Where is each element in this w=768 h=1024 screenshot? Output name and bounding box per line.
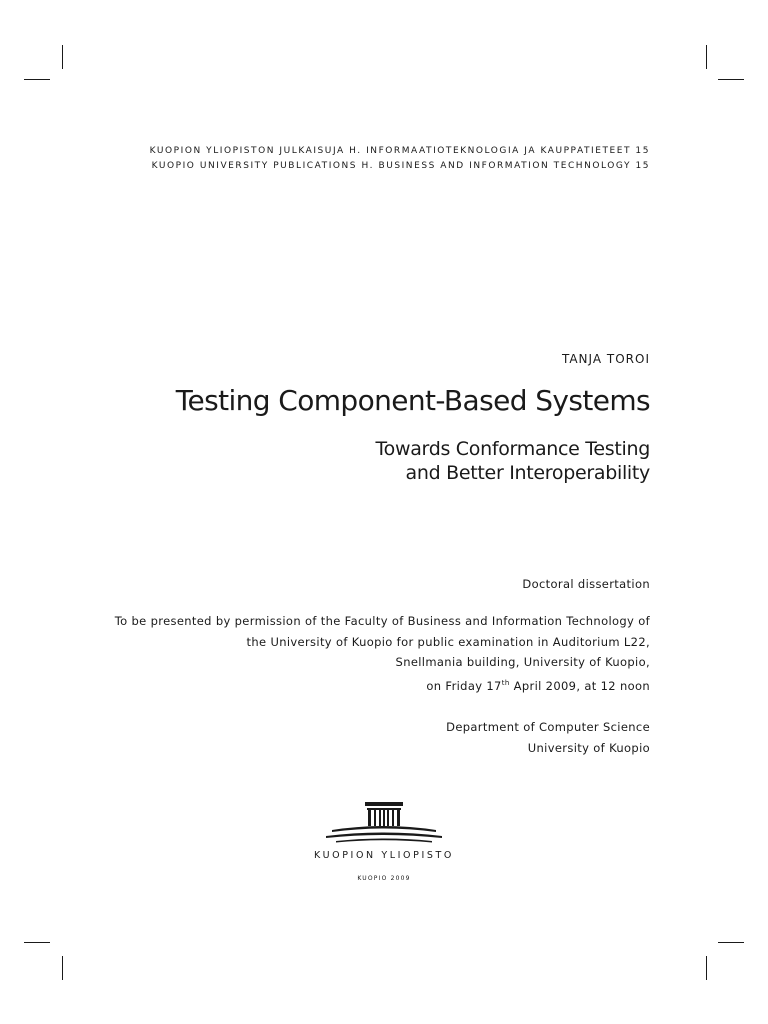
crop-mark-top-left-v <box>62 45 63 69</box>
crop-mark-bottom-right-v <box>706 956 707 980</box>
presentation-date-post: April 2009, at 12 noon <box>509 678 650 693</box>
crop-mark-top-left-h <box>24 79 50 80</box>
university-logo-icon <box>312 798 456 844</box>
author-name: TANJA TOROI <box>561 352 650 366</box>
presentation-statement <box>115 611 650 696</box>
crop-mark-bottom-right-h <box>718 942 744 943</box>
dissertation-type: Doctoral dissertation <box>522 577 650 591</box>
department-line-2: University of Kuopio <box>527 740 650 755</box>
university-logo <box>312 798 456 882</box>
presentation-line-1: To be presented by permission of the Faculty of Business and Information Technology of <box>114 614 650 628</box>
logo-university-name: KUOPION YLIOPISTO <box>314 850 454 861</box>
crop-mark-top-right-v <box>706 45 707 69</box>
presentation-date-suffix: th <box>501 678 510 687</box>
series-line-en: KUOPIO UNIVERSITY PUBLICATIONS H. BUSINESS AND INFORMATION TECHNOLOGY 15 <box>151 161 650 171</box>
presentation-date-pre: on Friday 17 <box>426 678 502 693</box>
crop-mark-bottom-left-v <box>62 956 63 980</box>
crop-mark-top-right-h <box>718 79 744 80</box>
series-header <box>150 144 650 174</box>
presentation-line-3: Snellmania building, University of Kuopio, <box>395 655 650 669</box>
series-line-fi: KUOPION YLIOPISTON JULKAISUJA H. INFORMAATIOTEKNOLOGIA JA KAUPPATIETEET 15 <box>149 146 650 156</box>
subtitle-line-2: and Better Interoperability <box>405 462 650 484</box>
department-block <box>446 717 650 758</box>
logo-imprint: KUOPIO 2009 <box>357 875 411 882</box>
department-line-1: Department of Computer Science <box>446 720 650 734</box>
presentation-line-4 <box>115 673 650 696</box>
subtitle <box>376 437 650 485</box>
crop-mark-bottom-left-h <box>24 942 50 943</box>
presentation-line-2: the University of Kuopio for public examination in Auditorium L22, <box>246 634 650 649</box>
subtitle-line-1: Towards Conformance Testing <box>375 438 650 460</box>
page-title: Testing Component-Based Systems <box>175 384 650 417</box>
